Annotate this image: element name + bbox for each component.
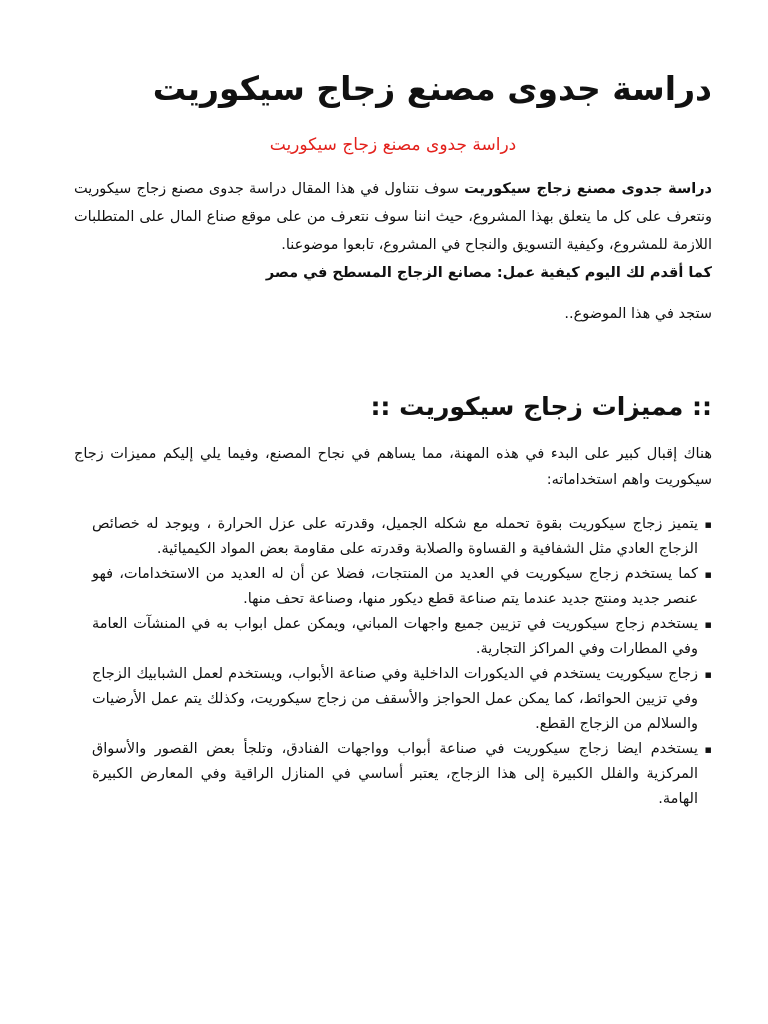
intro-body: سوف نتناول في هذا المقال دراسة جدوى مصنع زجاج سيكوريت ونتعرف على كل ما يتعلق بهذا المشروع، حيث اننا سوف نتعرف من على موقع صناع المال على المتطلبات اللازمة للمشروع، وكيفية التسويق والنجاح في المشروع، تابعوا موضوعنا. [74, 181, 712, 253]
list-item: ▪ يستخدم ايضا زجاج سيكوريت في صناعة أبواب وواجهات الفنادق، وتلجأ بعض القصور والأسواق المركزية والفلل الكبيرة إلى هذا الزجاج، يعتبر أساسي في المنازل الراقية وفي المعارض الكبيرة الهامة. [92, 737, 712, 812]
features-list [92, 512, 712, 812]
page-title: دراسة جدوى مصنع زجاج سيكوريت [152, 69, 712, 108]
list-item: ▪ زجاج سيكوريت يستخدم في الديكورات الداخلية وفي صناعة الأبواب، ويستخدم لعمل الشبابيك الزجاج وفي تزيين الحوائط، كما يمكن عمل الحواجز والأسقف من زجاج سيكوريت، وكذلك يتم عمل الأرضيات والسلالم من الزجاج القطع. [92, 662, 712, 737]
intro-paragraph [74, 175, 712, 259]
page-subtitle: دراسة جدوى مصنع زجاج سيكوريت [269, 135, 517, 155]
list-item: ▪ يستخدم زجاج سيكوريت في تزيين جميع واجهات المباني، ويمكن عمل ابواب به في المنشآت العامة وفي المطارات وفي المراكز التجارية. [92, 612, 712, 662]
contents-note: ستجد في هذا الموضوع.. [564, 306, 712, 322]
list-item: ▪ يتميز زجاج سيكوريت بقوة تحمله مع شكله الجميل، وقدرته على عزل الحرارة ، ويوجد له خصائص الزجاج العادي مثل الشفافية و القساوة والصلابة وقدرته على مقاومة بعض المواد الكيميائية. [92, 512, 712, 562]
list-item: ▪ كما يستخدم زجاج سيكوريت في العديد من المنتجات، فضلا عن أن له العديد من الاستخدامات، فهو عنصر جديد ومنتج جديد عندما يتم صناعة قطع ديكور منها، وصناعة تحف منها. [92, 562, 712, 612]
section-heading: :: مميزات زجاج سيكوريت :: [370, 392, 712, 421]
intro-lead: دراسة جدوى مصنع زجاج سيكوريت [464, 181, 712, 197]
related-article-line: كما أقدم لك اليوم كيفية عمل: مصانع الزجاج المسطح في مصر [265, 265, 712, 281]
section-intro: هناك إقبال كبير على البدء في هذه المهنة، مما يساهم في نجاح المصنع، وفيما يلي إليكم مميزات زجاج سيكوريت واهم استخداماته: [74, 446, 712, 488]
document-page [74, 0, 712, 1024]
